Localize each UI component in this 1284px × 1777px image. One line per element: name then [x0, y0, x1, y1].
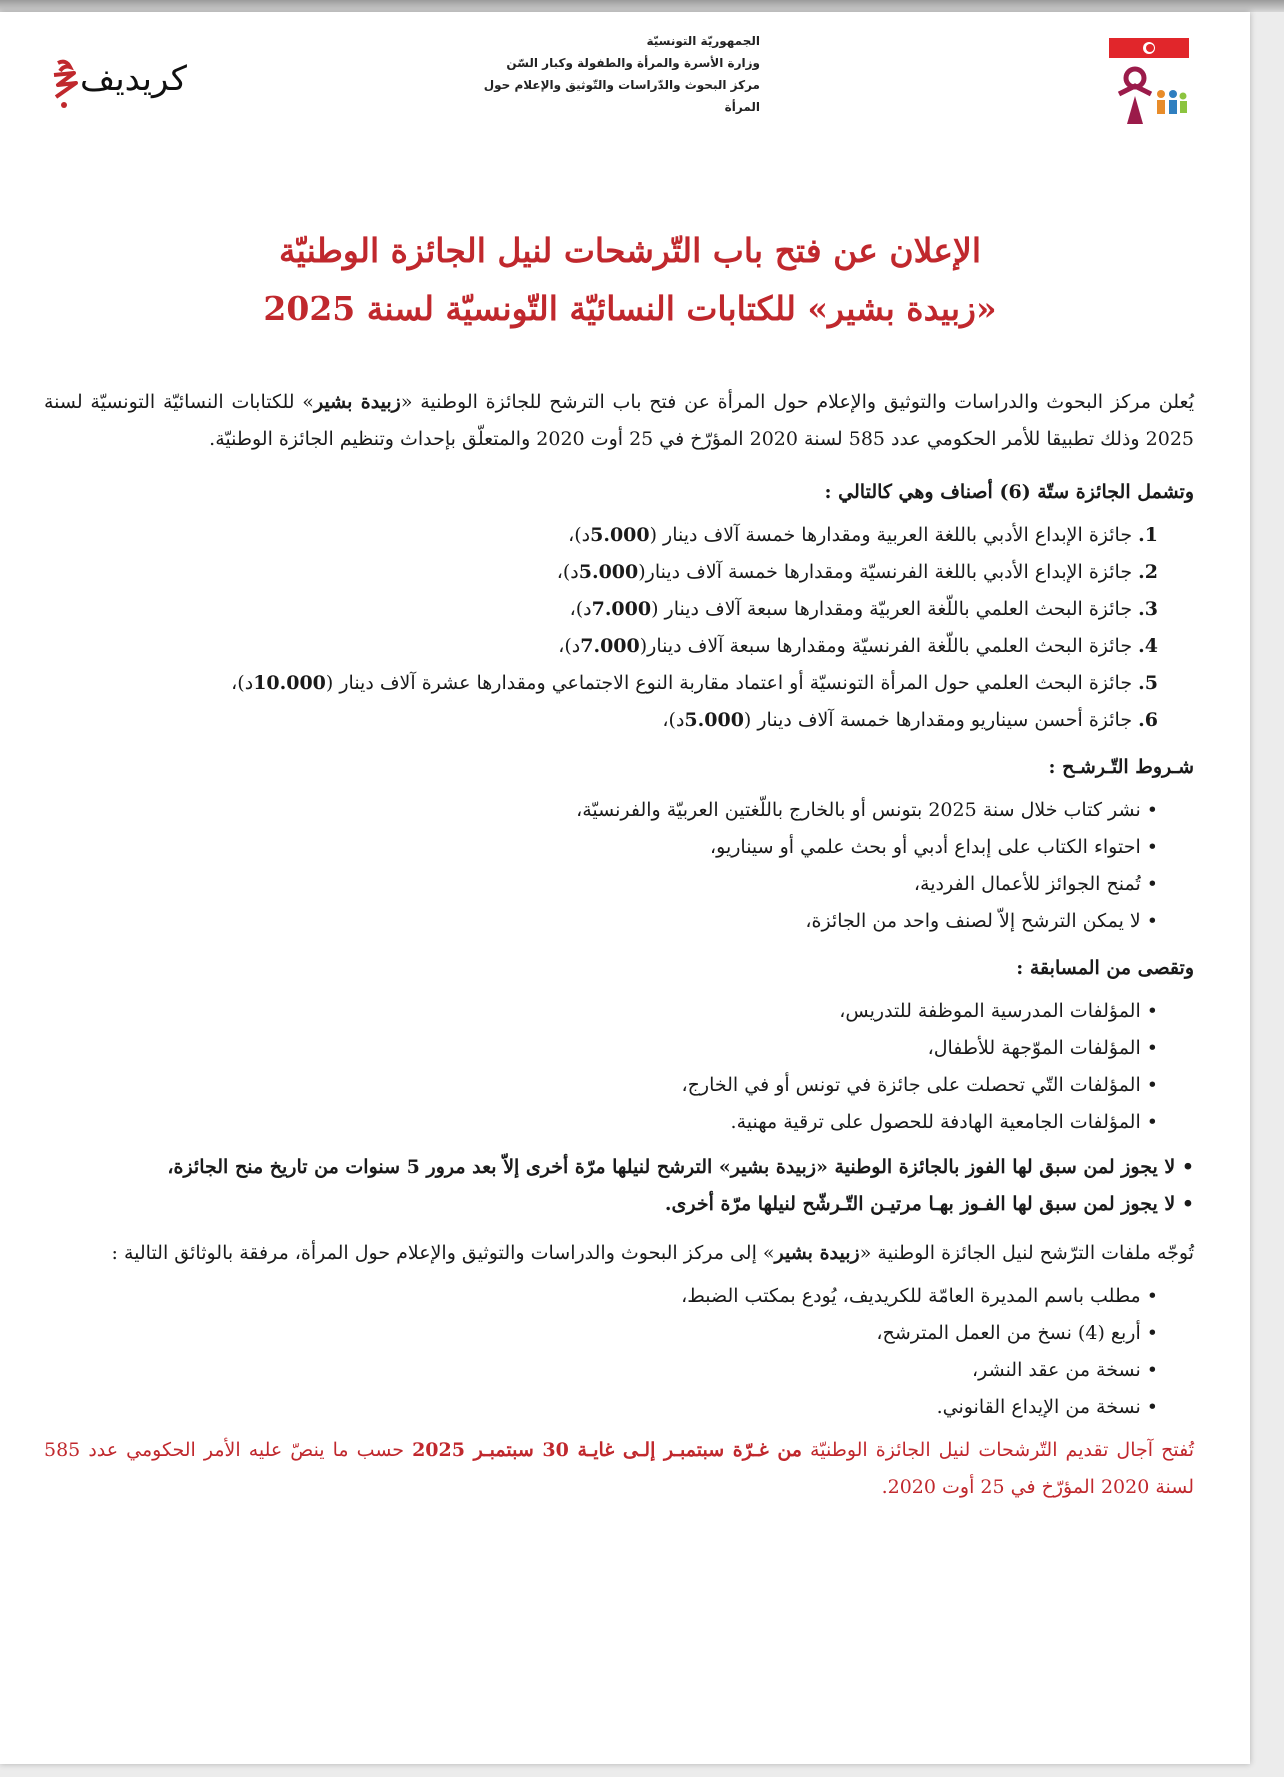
intro-text-start: يُعلن مركز البحوث والدراسات والتوثيق والإعلام حول المرأة عن فتح باب الترشح للجائزة الوطنية «: [400, 391, 1194, 413]
categories-list: [44, 517, 1194, 739]
documents-intro: تُوجّه ملفات الترّشح لنيل الجائزة الوطنية «زبيدة بشير» إلى مركز البحوث والدراسات والتوثيق والإعلام حول المرأة، مرفقة بالوثائق التالية :: [111, 1242, 1194, 1264]
announcement-title: [200, 222, 1060, 338]
document-item: • مطلب باسم المديرة العامّة للكريديف، يُودع بمكتب الضبط،: [44, 1278, 1158, 1315]
documents-list: [44, 1278, 1194, 1426]
exclusion-item: • المؤلفات المدرسية الموظفة للتدريس،: [44, 993, 1158, 1030]
document-page: [0, 12, 1250, 1764]
top-edge-shadow: [0, 0, 1284, 12]
ministry-logo: [1105, 38, 1193, 126]
conditions-heading: شـروط التّـرشـح :: [1048, 756, 1194, 778]
exclusion-item: • المؤلفات الموّجهة للأطفال،: [44, 1030, 1158, 1067]
condition-item: • تُمنح الجوائز للأعمال الفردية،: [44, 866, 1158, 903]
exclusions-heading: وتقصى من المسابقة :: [1016, 957, 1194, 979]
category-item: 4. جائزة البحث العلمي باللّغة الفرنسيّة ومقدارها سبعة آلاف دينار(7.000د)،: [558, 635, 1158, 657]
intro-text-end: » للكتابات النسائيّة التونسيّة لسنة 2025 وذلك تطبيقا للأمر الحكومي عدد 585 لسنة 2020 المؤرّخ في 25 أوت 2020 والمتعلّق بإحداث وتنظيم الجائزة الوطنيّة.: [44, 391, 1194, 450]
exclusions-list: [44, 993, 1194, 1141]
credif-logo: [40, 57, 187, 117]
condition-item: • لا يمكن الترشح إلاّ لصنف واحد من الجائزة،: [44, 903, 1158, 940]
category-item: 2. جائزة الإبداع الأدبي باللغة الفرنسيّة ومقدارها خمسة آلاف دينار(5.000د)،: [556, 561, 1158, 583]
document-item: • نسخة من عقد النشر،: [44, 1352, 1158, 1389]
document-item: • نسخة من الإيداع القانوني.: [44, 1389, 1158, 1426]
conditions-list: [44, 792, 1194, 940]
document-item: • أربع (4) نسخ من العمل المترشح،: [44, 1315, 1158, 1352]
category-item: 6. جائزة أحسن سيناريو ومقدارها خمسة آلاف دينار (5.000د)،: [662, 709, 1158, 731]
category-item: 1. جائزة الإبداع الأدبي باللغة العربية ومقدارها خمسة آلاف دينار (5.000د)،: [568, 524, 1158, 546]
categories-heading: وتشمل الجائزة ستّة (6) أصناف وهي كالتالي :: [824, 481, 1194, 503]
title-line-2: «زبيدة بشير» للكتابات النسائيّة التّونسيّة لسنة 2025: [263, 289, 997, 328]
credif-logo-text: كريديف: [80, 59, 187, 99]
deadline-paragraph: تُفتح آجال تقديم التّرشحات لنيل الجائزة الوطنيّة من غـرّة سبتمبـر إلـى غايـة 30 سبتمبـر 2025 حسب ما ينصّ عليه الأمر الحكومي عدد 585 لسنة 2020 المؤرّخ في 25 أوت 2020.: [44, 1439, 1194, 1498]
title-line-1: الإعلان عن فتح باب التّرشحات لنيل الجائزة الوطنيّة: [278, 231, 981, 270]
prize-name: زبيدة بشير: [313, 391, 401, 413]
header-center: مركز البحوث والدّراسات والتّوثيق والإعلام حول المرأة: [483, 78, 760, 114]
announcement-body: [44, 384, 1194, 1506]
exclusion-item: • المؤلفات التّي تحصلت على جائزة في تونس أو في الخارج،: [44, 1067, 1158, 1104]
condition-item: • احتواء الكتاب على إبداع أدبي أو بحث علمي أو سيناريو،: [44, 829, 1158, 866]
exclusion-rule: • لا يجوز لمن سبق لها الفوز بالجائزة الوطنية «زبيدة بشير» الترشح لنيلها مرّة أخرى إلاّ بعد مرور 5 سنوات من تاريخ منح الجائزة،: [44, 1149, 1194, 1186]
ministry-header: [460, 30, 760, 118]
exclusion-rule: • لا يجوز لمن سبق لها الفـوز بهـا مرتيـن التّـرشّح لنيلها مرّة أخرى.: [44, 1186, 1194, 1223]
condition-item: • نشر كتاب خلال سنة 2025 بتونس أو بالخارج باللّغتين العربيّة والفرنسيّة،: [44, 792, 1158, 829]
intro-paragraph: [44, 384, 1194, 458]
category-item: 3. جائزة البحث العلمي باللّغة العربيّة ومقدارها سبعة آلاف دينار (7.000د)،: [569, 598, 1158, 620]
header-republic: الجمهوريّة التونسيّة: [646, 34, 760, 48]
exclusion-item: • المؤلفات الجامعية الهادفة للحصول على ترقية مهنية.: [44, 1104, 1158, 1141]
header-ministry: وزارة الأسرة والمرأة والطفولة وكبار السّن: [506, 56, 760, 70]
category-item: 5. جائزة البحث العلمي حول المرأة التونسيّة أو اعتماد مقاربة النوع الاجتماعي ومقدارها عشرة آلاف دينار (10.000د)،: [231, 672, 1158, 694]
exclusions-bold-list: [44, 1149, 1194, 1223]
